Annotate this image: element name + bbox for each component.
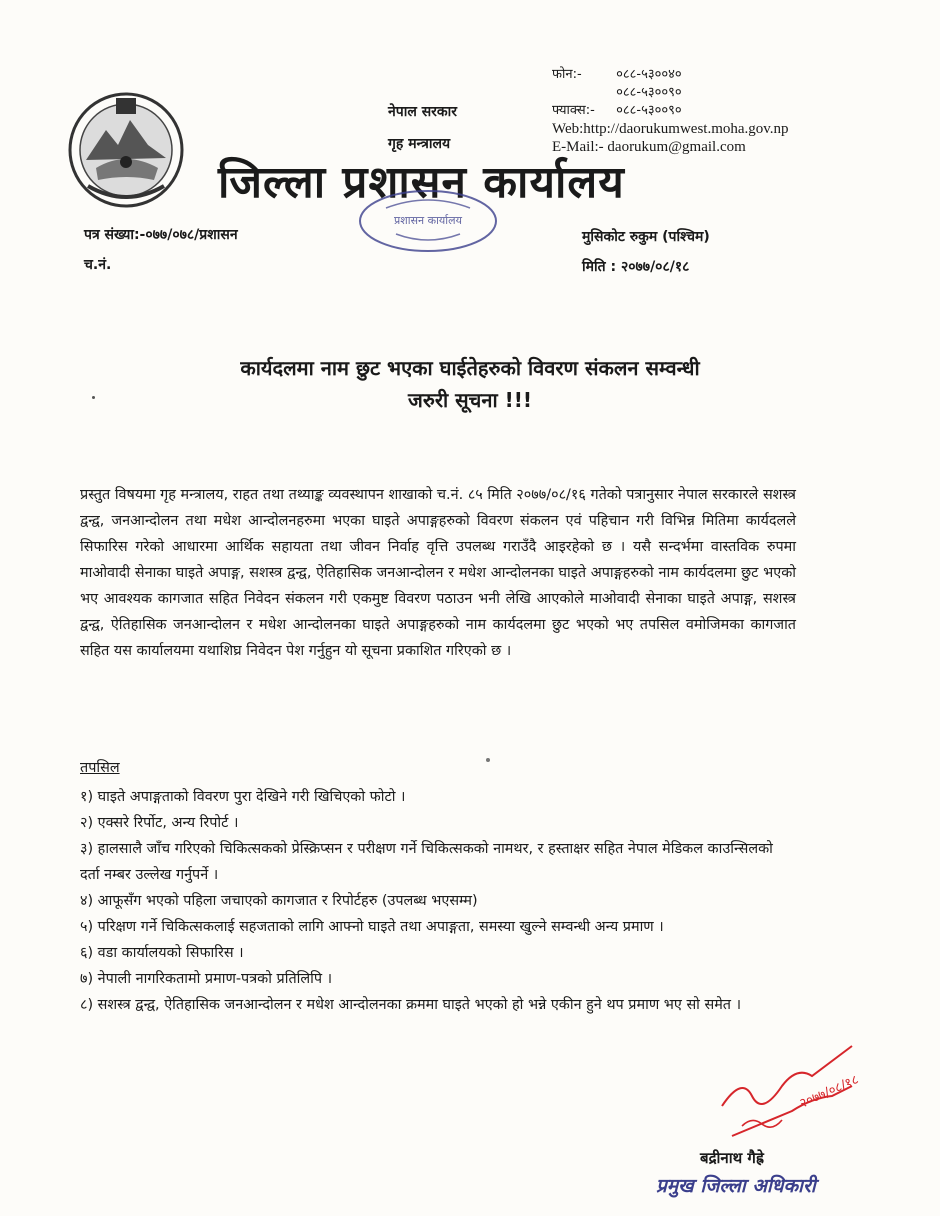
web-label: Web: xyxy=(552,121,584,137)
fax-number: ०८८-५३००९० xyxy=(616,103,682,118)
letter-date: मिति : २०७७/०८/१८ xyxy=(582,259,690,275)
list-item: ८) सशस्त्र द्वन्द्व, ऐतिहासिक जनआन्दोलन र मधेश आन्दोलनका क्रममा घाइते भएको हो भन्ने एकीन हुने थप प्रमाण भए सो समेत । xyxy=(80,997,742,1013)
list-item: ६) वडा कार्यालयको सिफारिस । xyxy=(80,945,244,961)
phone-1: ०८८-५३००४० xyxy=(616,67,682,82)
svg-text:प्रशासन कार्यालय: प्रशासन कार्यालय xyxy=(394,214,462,227)
list-item: ५) परिक्षण गर्ने चिकित्सकलाई सहजताको लागि आफ्नो घाइते तथा अपाङ्गता, समस्या खुल्ने सम्वन्धी अन्य प्रमाण । xyxy=(80,919,664,935)
patra-sankhya: पत्र संख्या:-०७७/०७८/प्रशासन xyxy=(84,227,238,243)
list-item: २) एक्सरे रिर्पोट, अन्य रिपोर्ट । xyxy=(80,815,239,831)
web-url: http://daorukumwest.moha.gov.np xyxy=(583,121,789,137)
list-item: ७) नेपाली नागरिकतामो प्रमाण-पत्रको प्रतिलिपि । xyxy=(80,971,333,987)
speck xyxy=(486,758,490,762)
office-title: जिल्ला प्रशासन कार्यालय xyxy=(218,157,625,208)
list-item: ४) आफूसँग भएको पहिला जचाएको कागजात र रिपोर्टहरु (उपलब्ध भएसम्म) xyxy=(80,893,478,909)
tapasil-heading: तपसिल xyxy=(80,760,120,776)
email-label: E-Mail:- xyxy=(552,139,604,155)
email-address: daorukum@gmail.com xyxy=(607,139,746,155)
phone-label: फोन:- xyxy=(552,67,582,82)
notice-body: प्रस्तुत विषयमा गृह मन्त्रालय, राहत तथा तथ्याङ्क व्यवस्थापन शाखाको च.नं. ८५ मिति २०७७/०८/१६ गतेको पत्रानुसार नेपाल सरकारले सशस्त्र द्वन्द्व, जनआन्दोलन तथा मधेश आन्दोलनहरुमा भएका घाइते अपाङ्गहरुको विवरण संकलन एवं पहिचान गरी विभिन्न मितिमा कार्यदलले सिफारिस गरेको आधारमा आर्थिक सहायता तथा जीवन निर्वाह वृत्ति उपलब्ध गराउँदै आइरहेको छ । यसै सन्दर्भमा वास्तविक रुपमा माओवादी सेनाका घाइते अपाङ्ग, सशस्त्र द्वन्द्व, ऐतिहासिक जनआन्दोलन र मधेश आन्दोलनका घाइते अपाङ्गहरुको नाम कार्यदलमा छुट भएको भए आवश्यक कागजात सहित निवेदन संकलन गरी एकमुष्ट विवरण पठाउन भनी लेखि आएकोले माओवादी सेनाका घाइते अपाङ्ग, सशस्त्र द्वन्द्व, ऐतिहासिक जनआन्दोलन र मधेश आन्दोलनका घाइते अपाङ्गहरुको नाम कार्यदलमा छुट भएको भए तपसिल वमोजिमका कागजात सहित यस कार्यालयमा यथाशिघ्र निवेदन पेश गर्नुहुन यो सूचना प्रकाशित गरिएको छ । xyxy=(80,487,796,659)
office-location: मुसिकोट रुकुम (पश्चिम) xyxy=(582,229,710,245)
subject-line-2: जरुरी सूचना !!! xyxy=(408,388,532,412)
list-item: ३) हालसालै जाँच गरिएको चिकित्सकको प्रेस्क्रिप्सन र परीक्षण गर्ने चिकित्सकको नामथर, र हस्ताक्षर सहित नेपाल मेडिकल काउन्सिलको दर्ता नम्बर उल्लेख गर्नुपर्ने । xyxy=(80,841,773,883)
reference-block xyxy=(84,220,238,280)
subject-heading xyxy=(80,352,860,416)
handwritten-signature-icon xyxy=(702,1036,862,1146)
signatory-name: बद्रीनाथ गैह्रे xyxy=(700,1149,764,1167)
ministry-name: गृह मन्त्रालय xyxy=(388,136,451,152)
contact-block xyxy=(552,66,789,156)
nepal-emblem-icon xyxy=(66,90,186,210)
address-block xyxy=(582,222,710,282)
tapasil-list xyxy=(80,784,796,1018)
list-item: १) घाइते अपाङ्गताको विवरण पुरा देखिने गरी खिचिएको फोटो । xyxy=(80,789,406,805)
fax-label: फ्याक्स:- xyxy=(552,103,595,118)
office-stamp-icon xyxy=(356,186,500,256)
gov-name: नेपाल सरकार xyxy=(388,104,458,120)
signatory-title: प्रमुख जिल्ला अधिकारी xyxy=(656,1175,816,1197)
subject-line-1: कार्यदलमा नाम छुट भएका घाईतेहरुको विवरण संकलन सम्वन्धी xyxy=(240,356,700,380)
phone-2: ०८८-५३००९० xyxy=(616,85,682,100)
svg-text:२०७७/०८/१८: २०७७/०८/१८ xyxy=(797,1072,862,1112)
chalani-number: च.नं. xyxy=(84,257,112,273)
